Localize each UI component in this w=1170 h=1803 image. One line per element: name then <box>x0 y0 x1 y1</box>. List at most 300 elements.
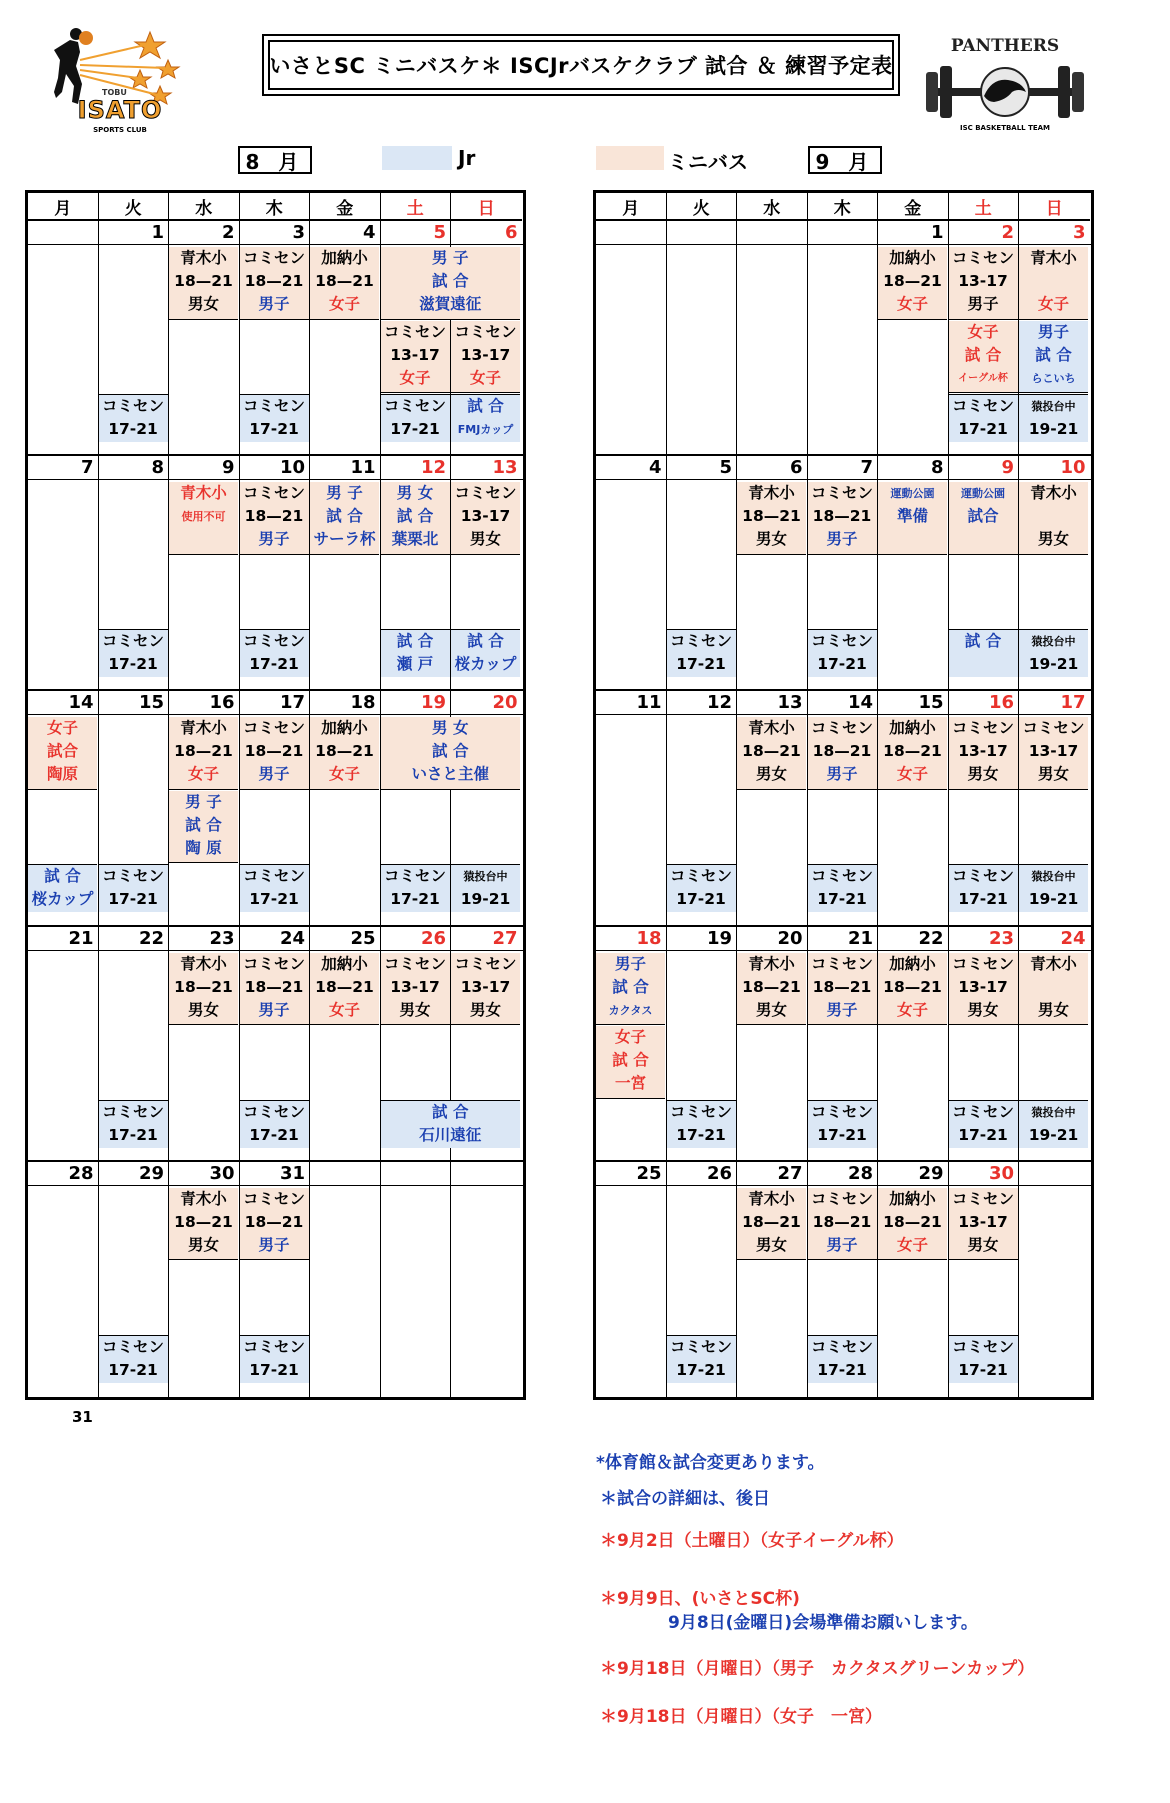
day-number: 9 <box>169 456 240 480</box>
event-text: コミセン <box>951 719 1014 738</box>
event-text: 男女 <box>187 1235 219 1254</box>
minibasket-event-cell <box>878 953 947 1026</box>
event-text: 女子 <box>328 1000 360 1019</box>
event-text: 青木小 <box>180 719 227 738</box>
jr-event-cell <box>808 1100 877 1148</box>
minibasket-event-cell <box>310 717 379 790</box>
event-text: 加納小 <box>889 1189 936 1208</box>
day-number: 4 <box>596 456 667 480</box>
jr-event-cell <box>451 394 520 442</box>
event-text: 青木小 <box>748 484 795 503</box>
event-text: 男女 <box>187 1000 219 1019</box>
event-text: 試 合 <box>432 272 469 290</box>
isato-logo-text: ISATO <box>77 96 163 124</box>
event-text: 滋賀遠征 <box>419 295 482 313</box>
jr-event-cell <box>451 629 520 677</box>
day-number: 2 <box>949 221 1020 245</box>
minibasket-event-cell <box>381 717 521 790</box>
weekday-0: 月 <box>28 193 99 219</box>
event-text: 17-21 <box>390 420 440 438</box>
event-text: 運動公園 <box>890 487 935 501</box>
event-text: 18—21 <box>742 507 801 526</box>
sep-month-label <box>808 146 882 174</box>
event-text: コミセン <box>454 322 517 341</box>
jr-event-cell <box>99 1100 168 1148</box>
jr-event-cell <box>667 1100 736 1148</box>
minibasket-event-cell <box>169 953 238 1026</box>
title-text: いさとSC ミニバスケ＊ ISCJrバスケクラブ 試合 ＆ 練習予定表 <box>269 54 893 78</box>
event-text: 19-21 <box>1028 1125 1079 1144</box>
isato-logo-sub: SPORTS CLUB <box>93 126 147 134</box>
minibasket-event-cell <box>451 953 520 1026</box>
event-text: コミセン <box>101 632 164 651</box>
event-text: 男 女 <box>396 484 434 503</box>
weekday-2: 水 <box>737 193 808 219</box>
day-number: 28 <box>808 1162 879 1186</box>
day-number: 10 <box>240 456 311 480</box>
event-text: 青木小 <box>180 484 227 503</box>
event-text: コミセン <box>951 1102 1014 1121</box>
event-text: 13-17 <box>958 272 1008 290</box>
minibasket-event-cell <box>878 717 947 790</box>
event-text: 女子 <box>896 765 928 784</box>
jr-event-cell <box>1019 321 1088 394</box>
event-text: 猿投台中 <box>1031 635 1076 649</box>
event-text: コミセン <box>242 1189 305 1208</box>
sep-month-text: 9 月 <box>815 149 875 174</box>
event-text: コミセン <box>810 954 873 973</box>
week-row <box>596 927 1091 1162</box>
event-text: コミセン <box>242 867 305 886</box>
jr-event-cell <box>381 864 450 912</box>
aug-month-text: 8 月 <box>245 149 305 174</box>
event-text: 17-21 <box>249 1360 299 1379</box>
day-number <box>808 221 879 245</box>
event-text: コミセン <box>951 867 1014 886</box>
day-column <box>596 221 667 456</box>
minibasket-event-cell <box>240 953 309 1026</box>
event-text: 男子 <box>826 1000 858 1019</box>
weekday-1: 火 <box>99 193 170 219</box>
event-text: コミセン <box>669 867 732 886</box>
jr-event-cell <box>451 864 520 912</box>
day-number: 28 <box>28 1162 99 1186</box>
event-text: サーラ杯 <box>313 530 376 549</box>
event-text: 18—21 <box>244 507 304 526</box>
jr-event-cell <box>240 1335 309 1383</box>
jr-event-cell <box>99 394 168 442</box>
event-text: コミセン <box>810 1337 873 1356</box>
event-text: コミセン <box>951 249 1014 267</box>
minibasket-event-cell <box>451 321 520 394</box>
jr-legend-label: Jr <box>458 146 476 170</box>
event-text: 試合 <box>967 507 999 526</box>
week-row <box>28 456 523 691</box>
minibasket-event-cell <box>878 247 947 320</box>
minibasket-event-cell <box>240 247 309 320</box>
event-text: 17-21 <box>676 890 726 909</box>
event-text: 17-21 <box>108 890 158 909</box>
event-text: 桜カップ <box>31 890 94 909</box>
day-number <box>451 1162 522 1186</box>
jr-event-cell <box>1019 864 1088 912</box>
event-text: 加納小 <box>889 954 936 973</box>
day-number: 26 <box>381 927 452 951</box>
event-text: コミセン <box>810 632 873 651</box>
minibasket-event-cell <box>808 953 877 1026</box>
day-number: 4 <box>310 221 381 245</box>
note-4: ＊9月9日、(いさとSC杯) <box>600 1589 800 1609</box>
event-text: 17-21 <box>958 1360 1008 1379</box>
weekday-header <box>596 193 1090 221</box>
event-text: コミセン <box>669 632 732 651</box>
event-text <box>1051 976 1056 999</box>
event-text: 17-21 <box>817 1360 867 1379</box>
event-text: 試 合 <box>432 742 469 761</box>
minibasket-event-cell <box>381 482 450 555</box>
minibasket-event-cell <box>310 482 379 555</box>
minibasket-event-cell <box>878 1188 947 1261</box>
minibasket-event-cell <box>451 482 520 555</box>
event-text: 13-17 <box>390 345 440 364</box>
event-text: 男子 <box>967 295 999 313</box>
event-text: コミセン <box>101 1337 164 1356</box>
page-title <box>262 34 900 96</box>
event-text: 18—21 <box>244 977 304 996</box>
day-number: 31 <box>240 1162 311 1186</box>
week-row <box>596 456 1091 691</box>
mini-legend-swatch <box>596 146 664 170</box>
event-text: コミセン <box>810 484 873 503</box>
day-column <box>28 456 99 691</box>
day-number: 11 <box>310 456 381 480</box>
event-text: 18—21 <box>742 742 801 761</box>
jr-event-cell <box>1019 394 1088 442</box>
event-text: コミセン <box>454 484 517 503</box>
day-number: 29 <box>878 1162 949 1186</box>
day-column <box>1019 1162 1090 1397</box>
day-number: 12 <box>667 691 738 715</box>
day-number-row <box>596 221 1091 245</box>
event-text: コミセン <box>242 954 305 973</box>
event-text: 試 合 <box>396 507 434 526</box>
event-text: 17-21 <box>249 655 299 674</box>
event-text: 13-17 <box>460 345 511 364</box>
day-number: 25 <box>310 927 381 951</box>
event-text: コミセン <box>101 397 164 415</box>
isato-logo-top: TOBU <box>102 88 127 97</box>
event-text: 17-21 <box>108 1125 158 1144</box>
event-text: 試 合 <box>44 867 81 886</box>
day-number: 13 <box>492 457 518 479</box>
event-text: 女子 <box>896 1235 928 1254</box>
minibasket-event-cell <box>1019 717 1088 790</box>
weekday-6: 日 <box>477 198 495 219</box>
day-number: 27 <box>492 927 518 949</box>
day-column <box>381 1162 452 1397</box>
event-text: 加納小 <box>321 249 368 267</box>
event-text: 青木小 <box>180 249 227 267</box>
event-text: 試 合 <box>432 1102 469 1121</box>
week-row <box>28 691 523 926</box>
day-column <box>28 927 99 1162</box>
event-text: 男子 <box>614 954 646 973</box>
event-text: 男子 <box>826 1235 858 1254</box>
minibasket-event-cell <box>596 1026 665 1099</box>
jr-event-cell <box>808 864 877 912</box>
minibasket-event-cell <box>949 321 1018 394</box>
day-number: 1 <box>878 221 949 245</box>
event-text: 13-17 <box>460 977 511 996</box>
event-text: コミセン <box>951 954 1014 973</box>
minibasket-event-cell <box>240 482 309 555</box>
event-text: 男女 <box>399 1000 431 1019</box>
day-number: 30 <box>949 1162 1020 1186</box>
event-text: 13-17 <box>1028 742 1079 761</box>
day-number: 17 <box>1060 692 1086 714</box>
day-number: 1 <box>99 221 170 245</box>
event-text: 17-21 <box>390 890 440 909</box>
event-text: 加納小 <box>321 954 368 973</box>
jr-event-cell <box>28 864 97 912</box>
minibasket-event-cell <box>169 717 238 790</box>
event-text: 男女 <box>1037 1000 1069 1019</box>
day-column <box>737 221 808 456</box>
minibasket-event-cell <box>949 482 1018 555</box>
event-text: コミセン <box>242 1102 305 1121</box>
event-text: 17-21 <box>958 890 1008 909</box>
week-row <box>28 221 523 456</box>
event-text: 青木小 <box>748 954 795 973</box>
event-text: 女子 <box>1037 295 1069 313</box>
week-row <box>28 1162 523 1397</box>
minibasket-event-cell <box>949 717 1018 790</box>
event-text: 男女 <box>967 1000 999 1019</box>
day-column <box>596 1162 667 1397</box>
event-text: 男子 <box>826 530 858 549</box>
minibasket-event-cell <box>310 953 379 1026</box>
day-number: 15 <box>99 691 170 715</box>
event-text: 17-21 <box>676 655 726 674</box>
event-text: 桜カップ <box>454 655 517 674</box>
event-text: 18—21 <box>742 1212 801 1231</box>
event-text: 葉栗北 <box>391 530 439 549</box>
event-text: コミセン <box>669 1102 732 1121</box>
jr-event-cell <box>381 394 450 442</box>
minibasket-event-cell <box>169 247 238 320</box>
event-text: 男女 <box>755 1235 787 1254</box>
event-text: 男女 <box>187 295 219 313</box>
event-text: 18—21 <box>244 742 304 761</box>
day-column <box>310 1162 381 1397</box>
day-number <box>596 221 667 245</box>
event-text: 17-21 <box>676 1125 726 1144</box>
event-text: 18—21 <box>315 272 374 290</box>
minibasket-event-cell <box>878 482 947 555</box>
minibasket-event-cell <box>737 482 806 555</box>
event-text: 19-21 <box>1028 420 1079 438</box>
event-text: 女子 <box>399 368 431 387</box>
event-text: 運動公園 <box>961 487 1005 501</box>
event-text: 女子 <box>469 368 501 387</box>
day-number: 24 <box>240 927 311 951</box>
day-number: 23 <box>949 927 1020 951</box>
minibasket-event-cell <box>1019 482 1088 555</box>
event-text: コミセン <box>810 719 873 738</box>
note-7: ＊9月18日（月曜日）（女子 一宮） <box>600 1707 882 1727</box>
mini-legend-label: ミニバス <box>668 150 748 174</box>
event-text: 男女 <box>1037 530 1069 549</box>
event-text: 男女 <box>755 530 787 549</box>
day-number: 13 <box>737 691 808 715</box>
day-number <box>381 1162 452 1186</box>
day-number: 19 <box>381 691 452 715</box>
event-text: 試 合 <box>612 1051 649 1070</box>
panthers-logo-sub: ISC BASKETBALL TEAM <box>959 124 1051 132</box>
minibasket-event-cell <box>808 482 877 555</box>
day-column <box>28 221 99 456</box>
event-text: コミセン <box>101 867 164 886</box>
event-text: イーグル杯 <box>958 372 1008 384</box>
event-text: 13-17 <box>390 977 440 996</box>
day-number-row <box>596 691 1091 715</box>
event-text: 男子 <box>258 765 290 784</box>
day-number: 29 <box>99 1162 170 1186</box>
event-text: 青木小 <box>1030 484 1077 503</box>
day-number: 27 <box>737 1162 808 1186</box>
day-number: 8 <box>99 456 170 480</box>
event-text: 17-21 <box>817 890 867 909</box>
event-text: 男子 <box>258 295 290 313</box>
day-number: 15 <box>878 691 949 715</box>
event-text: 猿投台中 <box>1031 400 1076 413</box>
jr-event-cell <box>949 394 1018 442</box>
day-column <box>808 221 879 456</box>
event-text: 18—21 <box>315 742 374 761</box>
event-text: 女子 <box>187 765 219 784</box>
day-number <box>1019 1162 1090 1186</box>
day-number: 22 <box>878 927 949 951</box>
event-text: 猿投台中 <box>1031 1105 1076 1119</box>
day-column <box>596 456 667 691</box>
event-text: 青木小 <box>748 1189 795 1208</box>
event-text: 18—21 <box>174 1212 233 1231</box>
weekday-5: 土 <box>949 193 1020 219</box>
event-text: 試 合 <box>396 632 434 651</box>
minibasket-event-cell <box>1019 953 1088 1026</box>
day-number: 8 <box>878 456 949 480</box>
minibasket-event-cell <box>949 247 1018 320</box>
event-text: 試合 <box>46 742 78 761</box>
panthers-logo <box>920 36 1090 136</box>
day-number-row <box>28 1162 523 1186</box>
note-2: ＊試合の詳細は、後日 <box>600 1489 770 1509</box>
minibasket-event-cell <box>808 1188 877 1261</box>
event-text: 猿投台中 <box>463 870 508 884</box>
weekday-header <box>28 193 522 221</box>
event-text: 18—21 <box>883 272 942 290</box>
day-number: 10 <box>1060 457 1086 479</box>
event-text: コミセン <box>810 1102 873 1121</box>
event-text: 男女 <box>755 1000 787 1019</box>
jr-legend-swatch <box>382 146 452 170</box>
event-text: 女子 <box>328 765 360 784</box>
event-text: 男女 <box>469 1000 501 1019</box>
minibasket-event-cell <box>381 953 450 1026</box>
event-text <box>1051 505 1056 528</box>
day-number: 16 <box>169 691 240 715</box>
note-3: ＊9月2日（土曜日）（女子イーグル杯） <box>600 1531 904 1551</box>
page-number: 31 <box>72 1408 93 1426</box>
event-text: コミセン <box>242 397 305 415</box>
note-6: ＊9月18日（月曜日）（男子 カクタスグリーンカップ） <box>600 1659 1035 1679</box>
week-row <box>596 691 1091 926</box>
event-text: 試 合 <box>612 977 649 996</box>
event-text: 青木小 <box>748 719 795 738</box>
event-text: コミセン <box>242 719 305 738</box>
day-number: 2 <box>169 221 240 245</box>
event-text: 猿投台中 <box>1031 870 1076 884</box>
event-text: 男子 <box>1037 322 1069 341</box>
jr-event-cell <box>240 864 309 912</box>
minibasket-event-cell <box>240 717 309 790</box>
day-number <box>737 221 808 245</box>
event-text: 女子 <box>614 1028 646 1047</box>
event-text: 男女 <box>755 765 787 784</box>
jr-event-cell <box>667 864 736 912</box>
jr-event-cell <box>808 1335 877 1383</box>
event-text: コミセン <box>383 867 446 886</box>
day-number-row <box>28 927 523 951</box>
day-number: 22 <box>99 927 170 951</box>
day-number-row <box>596 927 1091 951</box>
event-text: コミセン <box>454 954 517 973</box>
event-text: 男子 <box>826 765 858 784</box>
event-text: 男子 <box>258 1000 290 1019</box>
jr-event-cell <box>667 1335 736 1383</box>
day-number-row <box>596 1162 1091 1186</box>
day-number: 12 <box>381 456 452 480</box>
event-text: 女子 <box>896 1000 928 1019</box>
day-number: 7 <box>28 456 99 480</box>
event-text: 女子 <box>46 719 78 738</box>
day-number: 18 <box>310 691 381 715</box>
event-text: 17-21 <box>817 1125 867 1144</box>
day-number-row <box>28 456 523 480</box>
event-text: 18—21 <box>812 507 872 526</box>
jr-event-cell <box>381 629 450 677</box>
weekday-5: 土 <box>381 193 452 219</box>
day-number: 20 <box>492 692 518 714</box>
event-text: 男 女 <box>432 719 469 738</box>
day-number: 25 <box>596 1162 667 1186</box>
event-text: 青木小 <box>180 1189 227 1208</box>
event-text: 男女 <box>967 765 999 784</box>
event-text: 13-17 <box>460 507 511 526</box>
weekday-0: 月 <box>596 193 667 219</box>
event-text: 準備 <box>896 507 928 526</box>
event-text: コミセン <box>383 954 446 973</box>
weekday-4: 金 <box>878 193 949 219</box>
event-text: コミセン <box>669 1337 732 1356</box>
day-number: 23 <box>169 927 240 951</box>
minibasket-event-cell <box>1019 247 1088 320</box>
september-calendar <box>593 190 1094 1400</box>
jr-event-cell <box>949 864 1018 912</box>
weekday-6: 日 <box>1045 198 1063 219</box>
minibasket-event-cell <box>381 247 521 320</box>
event-text: 男 子 <box>185 792 222 811</box>
